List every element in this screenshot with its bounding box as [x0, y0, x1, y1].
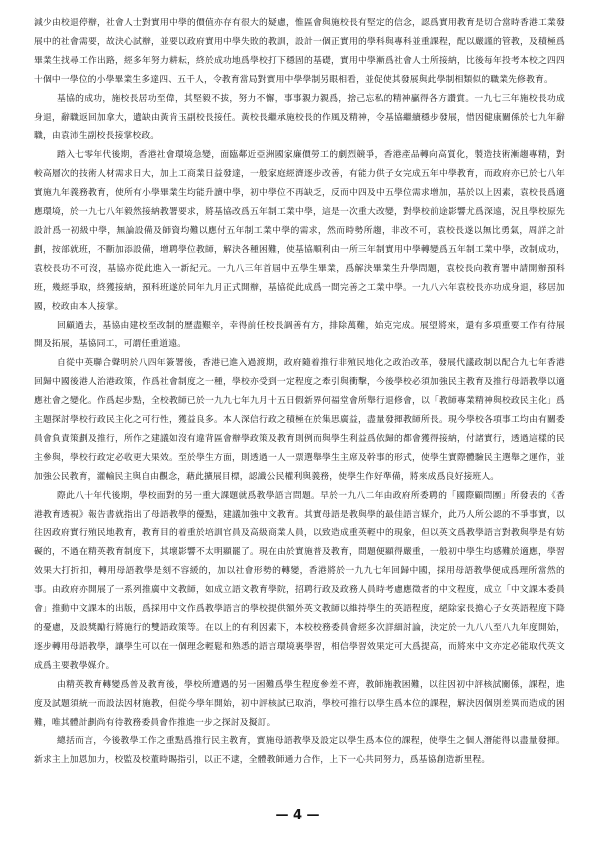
paragraph-8: 總括而言，今後教學工作之重點爲推行民主教育，實施母語教學及設定以學生爲本位的課程，使學生之個人潛能得以盡量發揮。新求主上加恩加力，校監及校董時賜指引，以正不逮，全體教師通力合作，上下一心共同努力，爲基協創造新里程。 — [34, 736, 565, 766]
page-number: — 4 — — [275, 808, 320, 823]
paragraph-6: 際此八十年代後期，學校面對的另一重大課題就爲教學語言問題。早於一九八二年由政府所委聘的「國際顧問團」所發表的《香港教育透視》報告書就指出了母語教學的優點，建議加強中文教育。其實母語是教與學的最佳語言媒介，此乃人所公認的不爭事實，以往因政府實行殖民地教育，教育目的着重於培訓官員及高級商業人員，以致造成重英輕中的現象，但以英文爲教學語言對教與學是有妨礙的，不過在精英教育制度下，其壞影響不太明顯罷了。現在由於實施普及教育，問題便顯得嚴重，一般初中學生均感難於適應，學習效果大打折扣，轉用母語教學是刻不容緩的，加以社會形勢的轉變，香港將於一九九七年回歸中國，採用母語教學便成爲理所當然的事。由政府亦開展了一系列推廣中文教師，如成立語文教育學院，招聘行政及政務人員時考慮應徵者的中文程度，成立「中文課本委員會」推動中文課本的出版，爲採用中文作爲教學語言的學校提供額外英文教師以維持學生的英語程度，絕除家長擔心子女英語程度下降的憂慮，及設獎勵行將施行的雙語政策等。在以上的有利因素下，本校校務委員會經多次詳細討論，決定於一九八八至八九年度開始，逐步轉用母語教學，讓學生可以在一個理念輕鬆和熟悉的語言環境裏學習，相信學習效果定可大爲提高，而將來中文亦定必能取代英文成爲主要教學媒介。 — [34, 490, 565, 671]
paragraph-4: 回顧過去，基協由建校至改制的歷盡艱辛，幸得前任校長調善有方，排除萬難，始克完成。展望將來，還有多項重要工作有待展開及拓展，基協同工，可謂任重道遠。 — [34, 320, 565, 350]
paragraph-7: 由精英教育轉變爲普及教育後，學校所遭遇的另一困難爲學生程度參差不齊，教師施教困難，以往因初中評核試關係，課程，進度及試題須統一而設法因材施教，但從今學年開始，初中評核試已取消，學校可推行以學生爲本位的課程，解決因個別差異而造成的困難，唯其體計劃尚有待教務委員會作推進一步之探討及擬訂。 — [34, 679, 565, 728]
paragraph-1: 減少由校退停辦，社會人士對實用中學的價值亦存有很大的疑慮，惟區會與施校長有堅定的信念，認爲實用教育是切合當時香港工業發展中的社會需要，故決心試辦，並要以政府實用中學失敗的教訓，設計一個正實用的學科與專科並重課程，配以嚴謹的管教，及積極爲畢業生找尋工作出路，經多年努力耕耘，終於成功地爲學校打下穩固的基礎，實用中學漸爲社會人士所接納，比後每年投考本校之四四十個中一學位的小學畢業生多達四、五千人，令教育當局對實用中學學制另眼相看，並促使其發展與此學制相類似的職業先修教育。 — [34, 18, 565, 85]
body-text — [34, 14, 565, 770]
paragraph-5: 自從中英聯合聲明於八四年簽署後，香港已進入過渡期，政府隨着推行非殖民地化之政治改革，發展代議政制以配合九七年香港回歸中國後港人治港政策，作爲社會制度之一種，學校亦受到一定程度之牽引與衝擊，今後學校必須加強民主教育及推行母語教學以適應社會之變化。作爲起步點，全校教師已於一九九七年九月十五日假新界何福堂會所舉行退修會，以「教師專業精神與校政民主化」爲主題探討學校行政民主化之可行性，獲益良多。本人深信行政之積極在於集思廣益，盡量發揮教師所長。現今學校各項事工均由有關委員會負責策劃及推行，所作之建議如沒有違背區會辦學政策及教育則例而與學生利益爲依歸的都會獲得接納，付諸實行，透過這樣的民主參與，學校行政定必收更大果效。至於學生方面，則透過一人一票選舉學生主席及幹事的形式，使學生實際體驗民主選舉之運作，並加強公民教育，灌輸民主與自由觀念，藉此擴展目標，認識公民權利與義務，使學生作好準備，將來成爲良好接班人。 — [34, 358, 565, 482]
paragraph-2: 基協的成功，施校長居功至偉，其堅毅不拔，努力不懈，事事親力親爲，捨己忘私的精神贏得各方讚賞。一九七三年施校長功成身退，辭職返回加拿大，遺缺由黃肯玉副校長接任。黃校長繼承施校長的作風及精神，令基協繼續穩步發展，惜因健康關係於七九年辭職，由袁沛生副校長接掌校政。 — [34, 93, 565, 142]
paragraph-3: 踏入七零年代後期，香港社會環境急變，面臨鄰近亞洲國家廉價勞工的劇烈競爭，香港產品轉向高質化，製造技術漸趨專精，對較高層次的技術人材需求日大，加上工商業日益發達，一般家庭經濟逐步改善，有能力供子女完成五年中學教育，而政府亦已於七八年實施九年義務教育，使所有小學畢業生均能升讀中學，初中學位不再缺乏，反而中四及中五學位需求增加，基於以上因素，袁校長爲適應環境，於一九七八年毅然接納教署要求，將基協改爲五年制工業中學，這是一次重大改變，對學校前途影響尤爲深遠，況且學校原先設計爲一初級中學，無論設備及師資均難以應付五年制工業中學的需求，然而時勢所趨，非改不可，袁校長遂以無比勇氣，周詳之計劃，按部就班，不斷加添設備，增聘學位教師，解決各種困難，使基協順利由一所三年制實用中學轉變爲五年制工業中學，改制成功，袁校長功不可沒，基協亦從此進入一新紀元。一九八三年首屆中五學生畢業，爲解決畢業生升學問題，袁校長向教育署申請開辦預科班，幾經爭取，終獲接納，預科班遂於同年九月正式開辦，基協從此成爲一間完善之工業中學。一九八六年袁校長亦功成身退，移居加國，校政由本人接掌。 — [34, 150, 565, 312]
